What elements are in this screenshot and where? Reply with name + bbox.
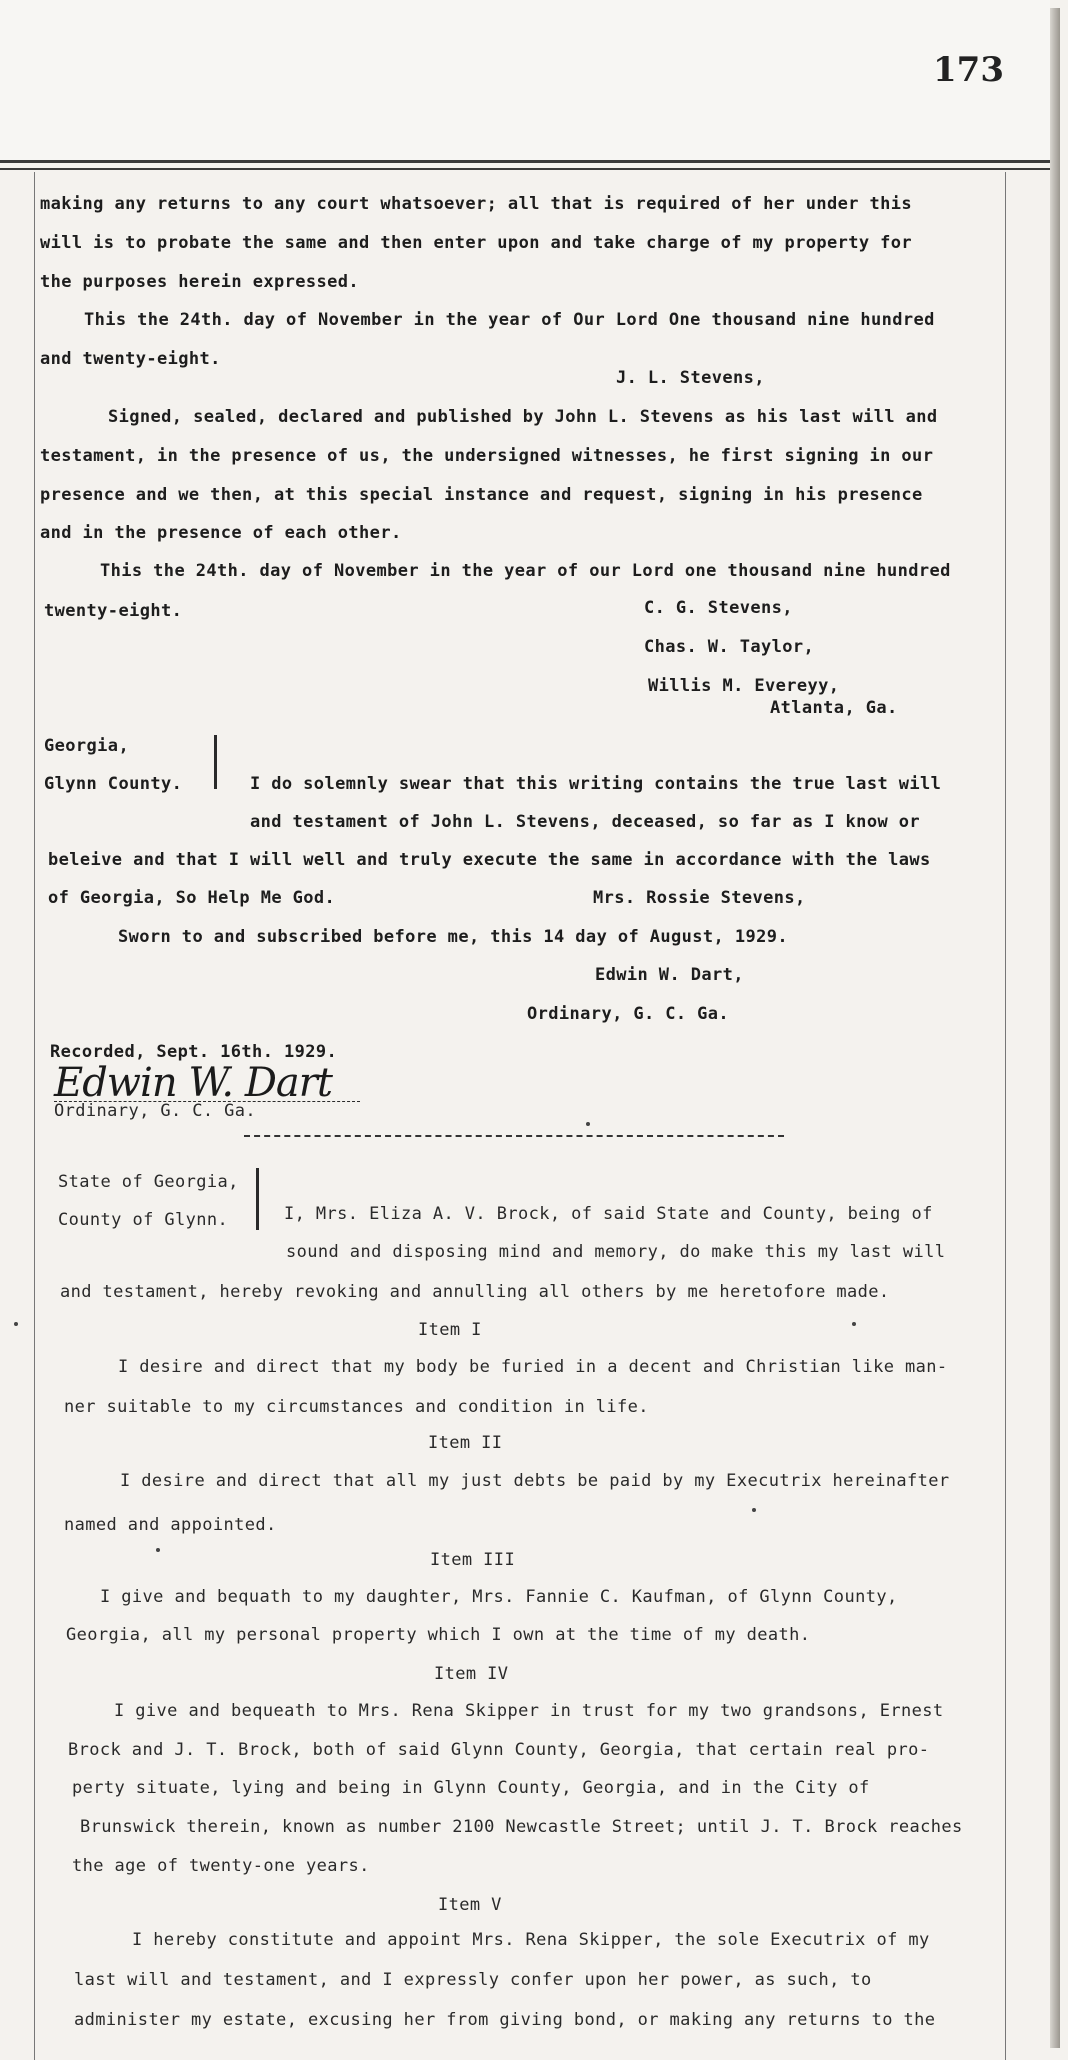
text-line: Edwin W. Dart, xyxy=(595,965,744,985)
section-divider xyxy=(244,1135,784,1137)
text-line: I desire and direct that all my just debts be paid by my Executrix hereinafter xyxy=(120,1471,950,1491)
text-line: C. G. Stevens, xyxy=(644,598,793,618)
text-line: testament, in the presence of us, the undersigned witnesses, he first signing in our xyxy=(40,446,934,466)
text-line: named and appointed. xyxy=(64,1515,277,1535)
text-line: I hereby constitute and appoint Mrs. Rena Skipper, the sole Executrix of my xyxy=(132,1930,930,1950)
text-line: ner suitable to my circumstances and condition in life. xyxy=(64,1397,649,1417)
text-line: sound and disposing mind and memory, do make this my last will xyxy=(286,1242,946,1262)
handwritten-signature: Edwin W. Dart xyxy=(54,1060,332,1106)
ink-speck xyxy=(852,1322,856,1326)
text-line: Ordinary, G. C. Ga. xyxy=(527,1004,730,1024)
page-header-area xyxy=(0,0,1050,160)
ink-speck xyxy=(752,1508,756,1512)
text-line: presence and we then, at this special instance and request, signing in his presence xyxy=(40,485,923,505)
text-line: and testament of John L. Stevens, deceased, so far as I know or xyxy=(250,812,920,832)
text-line: Brunswick therein, known as number 2100 Newcastle Street; until J. T. Brock reaches xyxy=(80,1817,963,1837)
text-line: and twenty-eight. xyxy=(40,349,221,369)
text-line: I desire and direct that my body be furied in a decent and Christian like man- xyxy=(118,1357,948,1377)
text-line: Item V xyxy=(438,1895,502,1915)
text-line: I give and bequeath to Mrs. Rena Skipper in trust for my two grandsons, Ernest xyxy=(114,1701,944,1721)
text-line: administer my estate, excusing her from giving bond, or making any returns to the xyxy=(74,2010,936,2030)
text-line: Signed, sealed, declared and published by John L. Stevens as his last will and xyxy=(108,407,938,427)
text-line: Atlanta, Ga. xyxy=(770,698,898,718)
text-line: I do solemnly swear that this writing contains the true last will xyxy=(250,774,942,794)
ink-speck xyxy=(156,1548,160,1552)
text-line: Sworn to and subscribed before me, this 14 day of August, 1929. xyxy=(118,927,788,947)
text-line: Willis M. Evereyy, xyxy=(648,676,840,696)
text-line: Mrs. Rossie Stevens, xyxy=(593,888,806,908)
bracket-bar-2 xyxy=(256,1168,259,1230)
text-line: County of Glynn. xyxy=(58,1210,229,1230)
text-line: I give and bequath to my daughter, Mrs. Fannie C. Kaufman, of Glynn County, xyxy=(100,1587,898,1607)
text-line: making any returns to any court whatsoever; all that is required of her under this xyxy=(40,194,913,214)
text-line: State of Georgia, xyxy=(58,1172,239,1192)
ink-speck xyxy=(586,1122,590,1126)
text-line: Brock and J. T. Brock, both of said Glynn County, Georgia, that certain real pro- xyxy=(68,1740,930,1760)
text-line: Item II xyxy=(428,1433,503,1453)
text-line: Ordinary, G. C. Ga. xyxy=(54,1101,257,1121)
text-line: last will and testament, and I expressly confer upon her power, as such, to xyxy=(74,1970,872,1990)
text-line: beleive and that I will well and truly execute the same in accordance with the laws xyxy=(48,850,931,870)
text-line: and in the presence of each other. xyxy=(40,523,402,543)
text-line: Item IV xyxy=(434,1664,509,1684)
text-line: will is to probate the same and then enter upon and take charge of my property for xyxy=(40,233,913,253)
text-line: This the 24th. day of November in the year of our Lord one thousand nine hundred xyxy=(100,561,951,581)
text-line: I, Mrs. Eliza A. V. Brock, of said State and County, being of xyxy=(284,1204,933,1224)
text-line: Chas. W. Taylor, xyxy=(644,637,815,657)
text-line: Georgia, xyxy=(44,736,130,756)
text-line: Item III xyxy=(430,1550,516,1570)
text-line: perty situate, lying and being in Glynn County, Georgia, and in the City of xyxy=(72,1778,870,1798)
page-edge xyxy=(1050,8,1060,2048)
signature-line xyxy=(54,1101,360,1102)
text-line: Recorded, Sept. 16th. 1929. xyxy=(50,1042,338,1062)
text-line: and testament, hereby revoking and annulling all others by me heretofore made. xyxy=(60,1282,890,1302)
text-line: This the 24th. day of November in the year of Our Lord One thousand nine hundred xyxy=(84,310,935,330)
text-line: Glynn County. xyxy=(44,774,183,794)
text-line: twenty-eight. xyxy=(44,601,183,621)
text-line: of Georgia, So Help Me God. xyxy=(48,888,336,908)
bracket-bar-1 xyxy=(214,735,217,789)
text-line: Item I xyxy=(418,1320,482,1340)
text-line: the purposes herein expressed. xyxy=(40,272,360,292)
header-rule xyxy=(0,160,1050,170)
text-line: Georgia, all my personal property which I own at the time of my death. xyxy=(66,1625,811,1645)
page-number: 173 xyxy=(933,50,1004,90)
ink-speck xyxy=(14,1322,18,1326)
text-line: the age of twenty-one years. xyxy=(72,1856,370,1876)
text-line: J. L. Stevens, xyxy=(616,368,765,388)
